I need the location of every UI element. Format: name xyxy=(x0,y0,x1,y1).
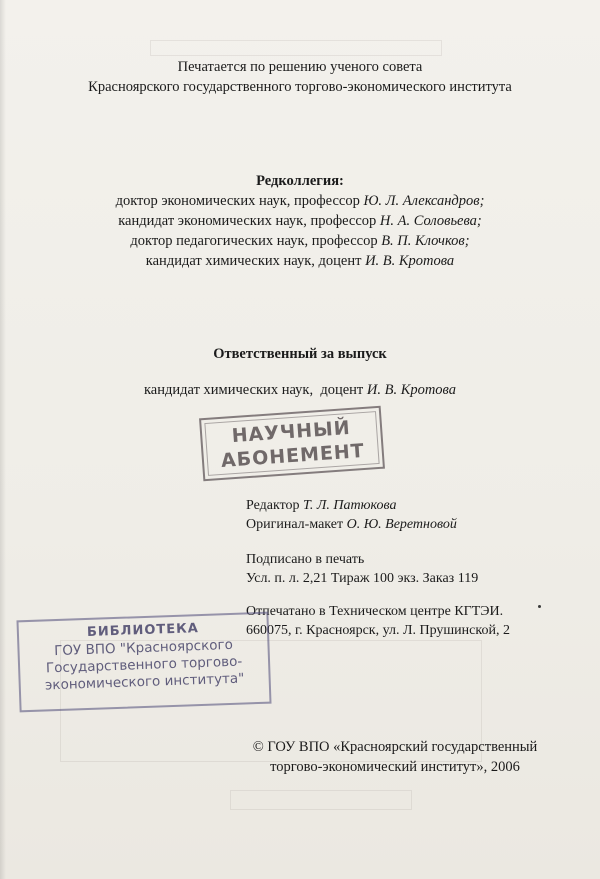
production-staff xyxy=(246,496,457,534)
responsible-heading: Ответственный за выпуск xyxy=(213,346,387,362)
publication-decision xyxy=(0,57,600,97)
editor-name: Т. Л. Патюкова xyxy=(303,498,397,513)
stamp-line-1: НАУЧНЫЙ xyxy=(231,416,352,448)
responsible-name: И. В. Кротова xyxy=(366,382,456,398)
show-through-box xyxy=(230,790,412,810)
library-stamp-line-4: экономического института" xyxy=(44,670,245,694)
print-details xyxy=(246,550,478,588)
decision-line-2: Красноярского государственного торгово-экономического института xyxy=(88,79,512,95)
responsible-person xyxy=(0,380,600,400)
scientific-subscription-stamp xyxy=(199,406,385,482)
print-specs-line: Усл. п. л. 2,21 Тираж 100 экз. Заказ 119 xyxy=(246,571,479,586)
layout-line xyxy=(246,515,457,534)
editorial-board-member xyxy=(0,251,600,271)
address-line: 660075, г. Красноярск, ул. Л. Прушинской, 2 xyxy=(246,623,510,638)
signed-line: Подписано в печать xyxy=(246,552,365,567)
layout-name: О. Ю. Веретновой xyxy=(346,517,457,532)
member-title: кандидат химических наук, доцент xyxy=(145,253,362,269)
responsible-heading-block xyxy=(0,344,600,364)
stamp-line-2: АБОНЕМЕНТ xyxy=(220,439,366,472)
printing-house xyxy=(246,602,510,640)
editorial-board-member xyxy=(0,211,600,231)
printed-at-line: Отпечатано в Техническом центре КГТЭИ. xyxy=(246,604,504,619)
member-name: И. В. Кротова xyxy=(365,253,455,269)
library-stamp-line-1: БИБЛИОТЕКА xyxy=(86,621,200,640)
member-name: В. П. Клочков; xyxy=(381,233,470,249)
library-stamp xyxy=(16,612,271,713)
editor-label: Редактор xyxy=(246,498,300,513)
editorial-board-member xyxy=(0,231,600,251)
editorial-board-member xyxy=(0,191,600,211)
member-title: доктор педагогических наук, профессор xyxy=(130,233,378,249)
page-edge-shadow xyxy=(0,0,6,879)
responsible-line xyxy=(0,380,600,400)
responsible-title: кандидат химических наук, доцент xyxy=(143,382,364,398)
editorial-board-heading: Редколлегия: xyxy=(256,173,344,189)
copyright-line-1: © ГОУ ВПО «Красноярский государственный xyxy=(252,739,538,755)
copyright-notice xyxy=(215,737,575,777)
layout-label: Оригинал-макет xyxy=(246,517,344,532)
member-name: Ю. Л. Александров; xyxy=(363,193,485,209)
ink-dot xyxy=(538,605,541,608)
decision-line-1: Печатается по решению ученого совета xyxy=(177,59,423,75)
library-stamp-line-2: ГОУ ВПО "Красноярского xyxy=(53,636,234,660)
member-title: доктор экономических наук, профессор xyxy=(115,193,360,209)
show-through-box xyxy=(150,40,442,56)
editor-line xyxy=(246,496,457,515)
member-name: Н. А. Соловьева; xyxy=(379,213,482,229)
library-stamp-line-3: Государственного торгово- xyxy=(45,653,243,677)
copyright-line-2: торгово-экономический институт», 2006 xyxy=(270,759,520,775)
editorial-board xyxy=(0,171,600,271)
member-title: кандидат экономических наук, профессор xyxy=(118,213,377,229)
